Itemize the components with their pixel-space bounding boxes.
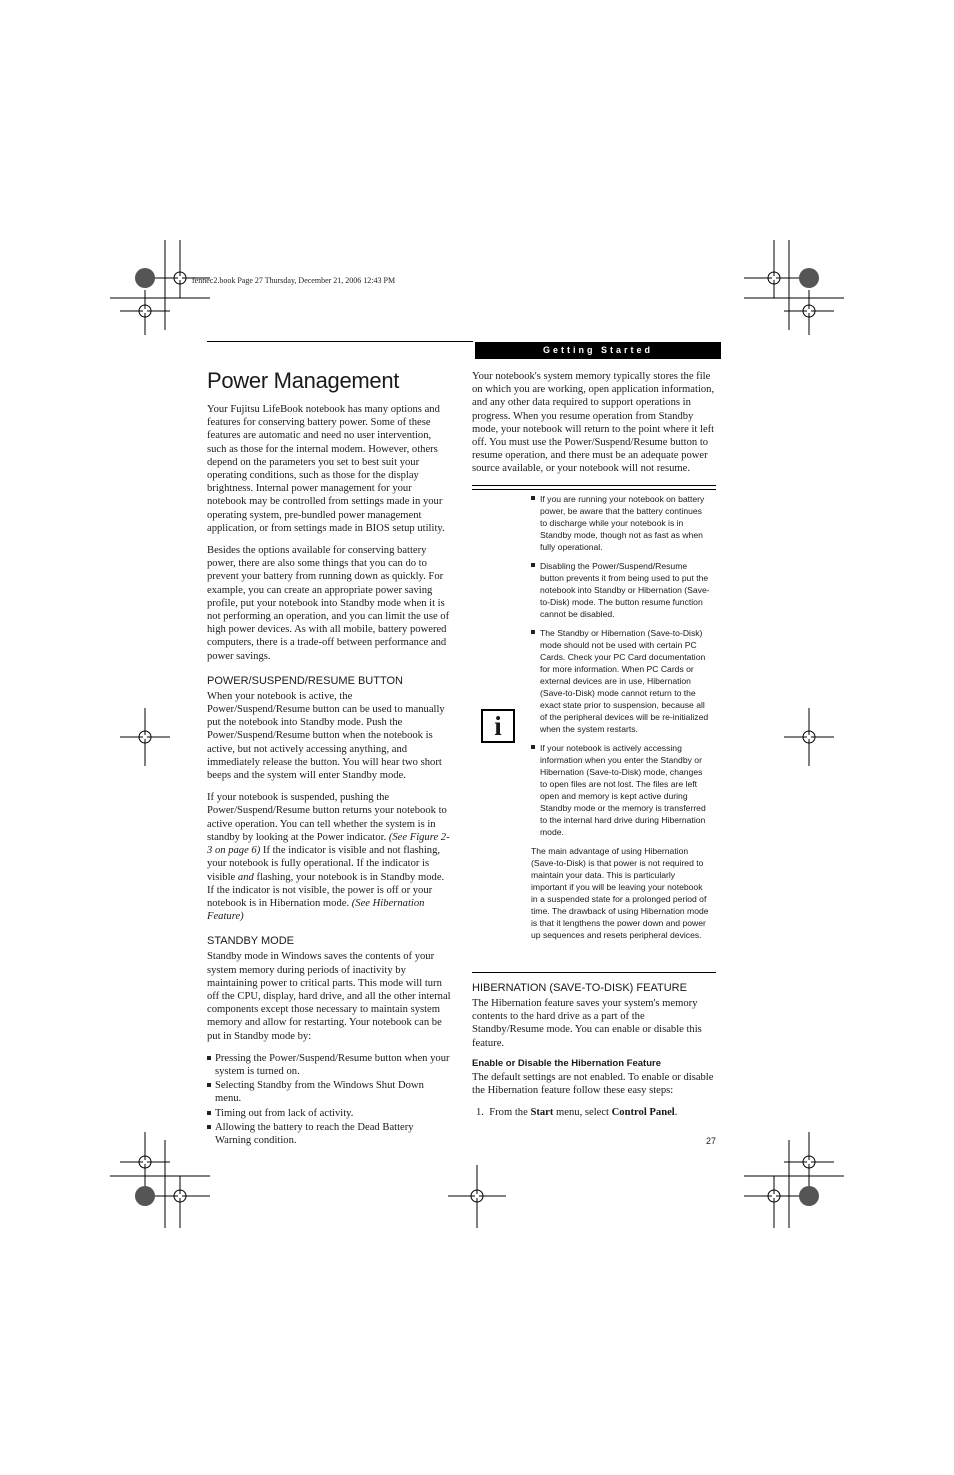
list-item: Selecting Standby from the Windows Shut Down menu. xyxy=(207,1079,452,1105)
list-item: Allowing the battery to reach the Dead Battery Warning condition. xyxy=(207,1121,452,1147)
page-number: 27 xyxy=(706,1136,717,1146)
intro-paragraph-1: Your Fujitsu LifeBook notebook has many options and features for conserving battery power. Some of these features are automatic and need no user intervention, such as those for the internal modem. However, others depend on the parameters you set to best suit your operating conditions, such as those for the display brightness. Internal power management for your notebook may be controlled from settings made in your operating system, pre-bundled power management application, or from settings made in BIOS setup utility. xyxy=(207,404,445,534)
standby-heading: STANDBY MODE xyxy=(207,935,294,948)
note-list xyxy=(531,493,711,838)
info-icon: i xyxy=(481,709,515,743)
power-button-heading: POWER/SUSPEND/RESUME BUTTON xyxy=(207,674,403,687)
enable-paragraph: The default settings are not enabled. To enable or disable the Hibernation feature follow these easy steps: xyxy=(472,1071,714,1097)
hibernation-heading: HIBERNATION (SAVE-TO-DISK) FEATURE xyxy=(472,982,687,994)
left-column xyxy=(207,368,452,1148)
note-item: Disabling the Power/Suspend/Resume button prevents it from being used to put the notebook into Standby or Hibernation (Save-to-Disk) mode. The button resume function cannot be disabled. xyxy=(531,560,711,620)
note-item: If your notebook is actively accessing information when you enter the Standby or Hibernation (Save-to-Disk) mode, changes to open files are not lost. The files are left open and memory is kept active during Standby mode or the memory is transferred to the internal hard drive during Hibernation mode. xyxy=(531,742,711,838)
right-column-bottom xyxy=(472,970,716,1128)
list-item: Timing out from lack of activity. xyxy=(207,1107,452,1120)
step-1: 1. From the Start menu, select Control Panel. xyxy=(476,1107,678,1119)
hibernation-reference: (See Hibernation Feature) xyxy=(207,897,425,923)
list-item: Pressing the Power/Suspend/Resume button when your system is turned on. xyxy=(207,1052,452,1078)
standby-paragraph: Standby mode in Windows saves the contents of your system memory during periods of inactivity by maintaining power to critical parts. This mode will turn off the CPU, display, hard drive, and all the other internal components except those necessary to maintain system memory and allow for restarting. Your notebook can be put in Standby mode by: xyxy=(207,951,451,1042)
figure-reference: (See Figure 2-3 on page 6) xyxy=(207,831,450,857)
note-item: If you are running your notebook on battery power, be aware that the battery continues to discharge while your notebook is in Standby mode, though not as fast as when fully operational. xyxy=(531,493,711,553)
section-header-bar: Getting Started xyxy=(475,342,721,359)
enable-disable-heading: Enable or Disable the Hibernation Feature xyxy=(472,1057,661,1069)
intro-paragraph-2: Besides the options available for conserving battery power, there are also some things that you can do to prevent your battery from running down as quickly. For example, you can create an appropriate power saving profile, put your notebook into Standby mode when it is not performing an operation, and you can limit the use of high power devices. As with all mobile, battery powered computers, there is a trade-off between performance and power savings. xyxy=(207,545,450,662)
power-button-paragraph-2: If your notebook is suspended, pushing the Power/Suspend/Resume button returns your notebook to active operation. You can tell whether the system is in standby by looking at the Power indicator. (See Figure 2-3 on page 6) If the indicator is visible and not flashing, your notebook is fully operational. If the indicator is visible and flashing, your notebook is in Standby mode. If the indicator is not visible, the power is off or your notebook is in Hibernation mode. (See Hibernation Feature) xyxy=(207,792,450,923)
note-paragraph: The main advantage of using Hibernation (Save-to-Disk) is that power is not required to maintain your data. This is particularly important if you will be leaving your notebook in a suspended state for a prolonged period of time. The drawback of using Hibernation mode is that it lengthens the power down and power up sequences and resets peripheral devices. xyxy=(531,846,709,940)
power-button-paragraph-1: When your notebook is active, the Power/Suspend/Resume button can be used to manually put the notebook into Standby mode. Push the Power/Suspend/Resume button when the notebook is active, but not actively accessing anything, and immediately release the button. You will hear two short beeps and the system will enter Standby mode. xyxy=(207,690,445,782)
memory-paragraph: Your notebook's system memory typically stores the file on which you are working, open application information, and any other data required to support operations in progress. When you resume operation from Standby mode, your notebook will return to the point where it left off. You must use the Power/Suspend/Resume button to resume operation, and there must be an adequate power source available, or your notebook will not resume. xyxy=(472,371,715,475)
hibernation-paragraph: The Hibernation feature saves your system's memory contents to the hard drive as a part of the Standby/Resume mode. You can enable or disable this feature. xyxy=(472,998,702,1049)
note-item: The Standby or Hibernation (Save-to-Disk) mode should not be used with certain PC Cards. Check your PC Card documentation for more information. When PC Cards or external devices are in use, Hibernation (Save-to-Disk) mode cannot return to the exact state prior to suspension, because all of the peripheral devices will be re-initialized when the system restarts. xyxy=(531,627,711,735)
file-info: fennec2.book Page 27 Thursday, December 21, 2006 12:43 PM xyxy=(192,276,396,285)
standby-list xyxy=(207,1052,452,1147)
page-title: Power Management xyxy=(207,368,400,393)
header-rule xyxy=(207,341,473,342)
note-content xyxy=(531,493,711,941)
right-column-top xyxy=(472,370,716,485)
